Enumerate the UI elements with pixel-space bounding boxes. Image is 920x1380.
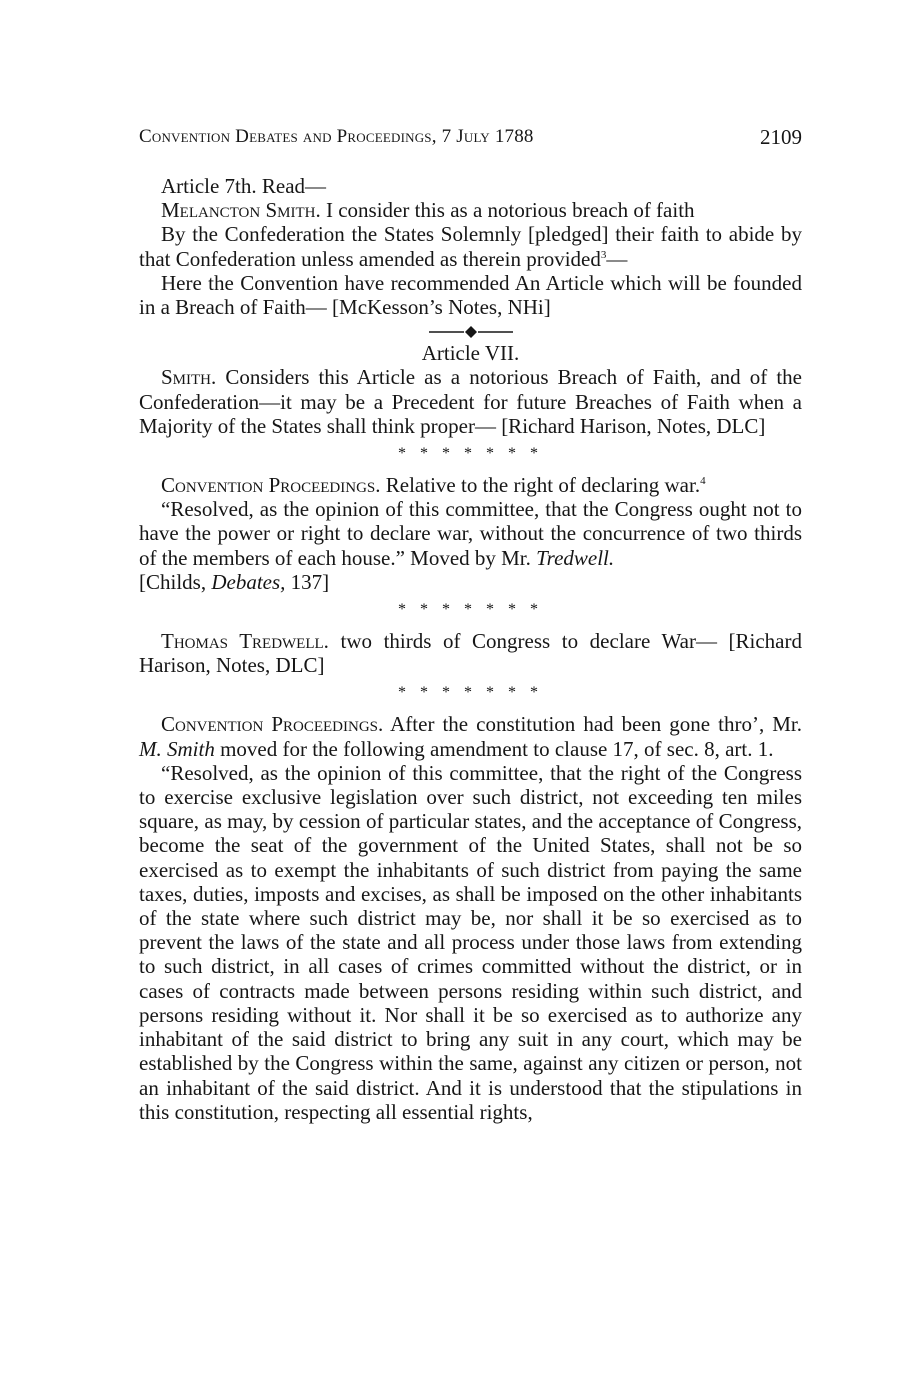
speaker-text: I consider this as a notorious breach of faith: [320, 198, 695, 223]
mover-name: Tredwell.: [536, 545, 615, 570]
paragraph-confederation: [139, 222, 802, 270]
paragraph-tredwell: [139, 629, 802, 677]
section-separator: * * * * * * *: [398, 601, 543, 619]
running-head-title: Convention Debates and Proceedings, 7 July 1788: [139, 126, 534, 147]
motion-text-a: After the constitution had been gone thro’, Mr.: [383, 712, 802, 737]
paragraph-declaring-war: [139, 473, 802, 497]
speaker-name: Smith.: [161, 365, 217, 390]
footnote-marker: 3: [600, 248, 607, 261]
confederation-text: By the Confederation the States Solemnly [pledged] their faith to abide by that Confederation unless amended as therein provided: [139, 222, 802, 271]
paragraph-war-resolution: [139, 497, 802, 594]
paragraph-smith: [139, 365, 802, 438]
speaker-name: Thomas Tredwell.: [161, 629, 329, 654]
speaker-name: Melancton Smith.: [161, 198, 321, 223]
paragraph-convention-recommended: [139, 271, 802, 319]
page-number: 2109: [760, 125, 802, 149]
dash: —: [606, 246, 628, 271]
paragraph-amendment-motion: [139, 712, 802, 760]
running-head: [139, 124, 802, 150]
section-separator: * * * * * * *: [398, 684, 543, 702]
source-close: 137]: [285, 569, 330, 594]
speaker-name: Convention Proceedings.: [161, 712, 384, 737]
article-read-text: Article 7th. Read—: [161, 174, 327, 198]
source-open: [Childs,: [139, 569, 212, 594]
speaker-name: Convention Proceedings.: [161, 473, 381, 498]
mover-name: M. Smith: [139, 736, 215, 761]
article-vii-heading: Article VII.: [421, 341, 520, 366]
speaker-text: Considers this Article as a notorious Breach of Faith, and of the Confederation—it may be a Precedent for future Breaches of Faith when a Majority of the States shall think proper— [Richard Harison, Notes, DLC]: [139, 365, 802, 438]
source-title: Debates,: [211, 569, 286, 594]
footnote-marker: 4: [700, 475, 706, 488]
paragraph-district-resolution: [139, 761, 802, 1124]
diamond-rule-ornament-icon: [139, 321, 802, 341]
convention-text: Here the Convention have recommended An Article which will be founded in a Breach of Faith— [McKesson’s Notes, NHi]: [139, 270, 802, 320]
section-separator: * * * * * * *: [398, 445, 543, 463]
paragraph-melancton-smith: [139, 198, 802, 222]
ornament-svg: [428, 324, 514, 340]
resolution-text: “Resolved, as the opinion of this committee, that the Congress ought not to have the power or right to declare war, without the concurrence of two thirds of the members of each house.” Moved by Mr.: [139, 497, 802, 570]
resolution-text: “Resolved, as the opinion of this committee, that the right of the Congress to exercise exclusive legislation over such district, not exceeding ten miles square, as may, by cession of particular states, and the acceptance of Congress, become the seat of the government of the United States, shall not be so exercised as to exempt the inhabitants of such district from paying the same taxes, duties, imposts and excises, as shall be imposed on the other inhabitants of the state where such district may be, nor shall it be so exercised as to prevent the laws of the state and all process under those laws from extending to such district, in all cases of crimes committed without the district, or in cases of contracts made between persons residing within such district, and persons residing without it. Nor shall it be so exercised as to authorize any inhabitant of the said district to bring any suit in any court, which may be established by the Congress within the same, against any citizen or person, not an inhabitant of the said district. And it is understood that the stipulations in this constitution, respecting all essential rights,: [139, 760, 802, 1124]
paragraph-article-read: [139, 174, 802, 198]
speaker-text: Relative to the right of declaring war.: [380, 473, 701, 498]
body-text: [139, 174, 802, 1124]
speaker-text: two thirds of Congress to declare War— [Richard Harison, Notes, DLC]: [139, 629, 802, 678]
motion-text-b: moved for the following amendment to clause 17, of sec. 8, art. 1.: [214, 736, 774, 761]
